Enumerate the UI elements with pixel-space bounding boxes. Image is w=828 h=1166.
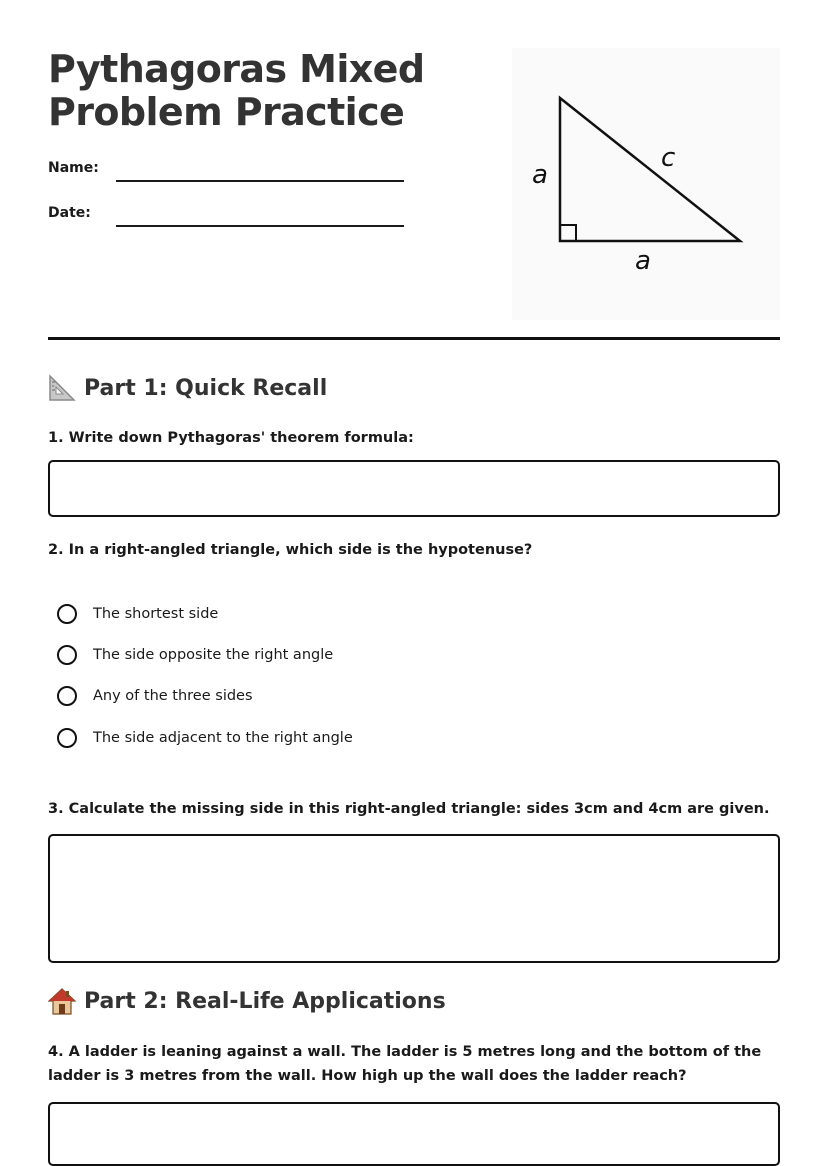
name-field[interactable] bbox=[116, 180, 404, 182]
radio-button[interactable] bbox=[57, 604, 77, 624]
side-label-left: a bbox=[532, 160, 548, 190]
radio-button[interactable] bbox=[57, 686, 77, 706]
option-adjacent-right-angle[interactable] bbox=[57, 728, 353, 748]
option-any-side[interactable] bbox=[57, 686, 253, 706]
option-shortest-side[interactable] bbox=[57, 604, 218, 624]
title-line-1: Pythagoras Mixed bbox=[48, 47, 425, 91]
date-label: Date: bbox=[48, 205, 91, 221]
part1-heading bbox=[48, 374, 327, 402]
question-1: 1. Write down Pythagoras' theorem formula: bbox=[48, 430, 414, 446]
section-divider bbox=[48, 337, 780, 340]
question-2: 2. In a right-angled triangle, which side is the hypotenuse? bbox=[48, 542, 533, 558]
page-title bbox=[48, 48, 468, 134]
part1-heading-text: Part 1: Quick Recall bbox=[84, 375, 328, 401]
date-field[interactable] bbox=[116, 225, 404, 227]
triangle-shape bbox=[560, 98, 740, 241]
house-icon bbox=[48, 987, 76, 1015]
option-label: The side adjacent to the right angle bbox=[93, 730, 353, 746]
part2-heading-text: Part 2: Real-Life Applications bbox=[84, 988, 446, 1014]
question-4: 4. A ladder is leaning against a wall. The ladder is 5 metres long and the bottom of the ladder is 3 metres from the wall. How high up the wall does the ladder reach? bbox=[48, 1044, 762, 1084]
answer-box-1[interactable] bbox=[48, 460, 780, 517]
question-3: 3. Calculate the missing side in this right-angled triangle: sides 3cm and 4cm are given. bbox=[48, 801, 770, 817]
triangle-figure bbox=[512, 48, 780, 320]
name-label: Name: bbox=[48, 160, 99, 176]
answer-box-4[interactable] bbox=[48, 1102, 780, 1166]
radio-button[interactable] bbox=[57, 645, 77, 665]
option-label: The side opposite the right angle bbox=[93, 647, 334, 663]
hypotenuse-label: c bbox=[661, 143, 676, 173]
answer-box-3[interactable] bbox=[48, 834, 780, 963]
triangular-ruler-icon bbox=[48, 374, 76, 402]
right-triangle-diagram bbox=[512, 48, 780, 320]
radio-button[interactable] bbox=[57, 728, 77, 748]
option-label: Any of the three sides bbox=[93, 688, 253, 704]
side-label-bottom: a bbox=[635, 246, 651, 276]
title-line-2: Problem Practice bbox=[48, 90, 405, 134]
part2-heading bbox=[48, 987, 446, 1015]
right-angle-marker bbox=[560, 225, 576, 241]
option-label: The shortest side bbox=[93, 606, 219, 622]
option-opposite-right-angle[interactable] bbox=[57, 645, 333, 665]
